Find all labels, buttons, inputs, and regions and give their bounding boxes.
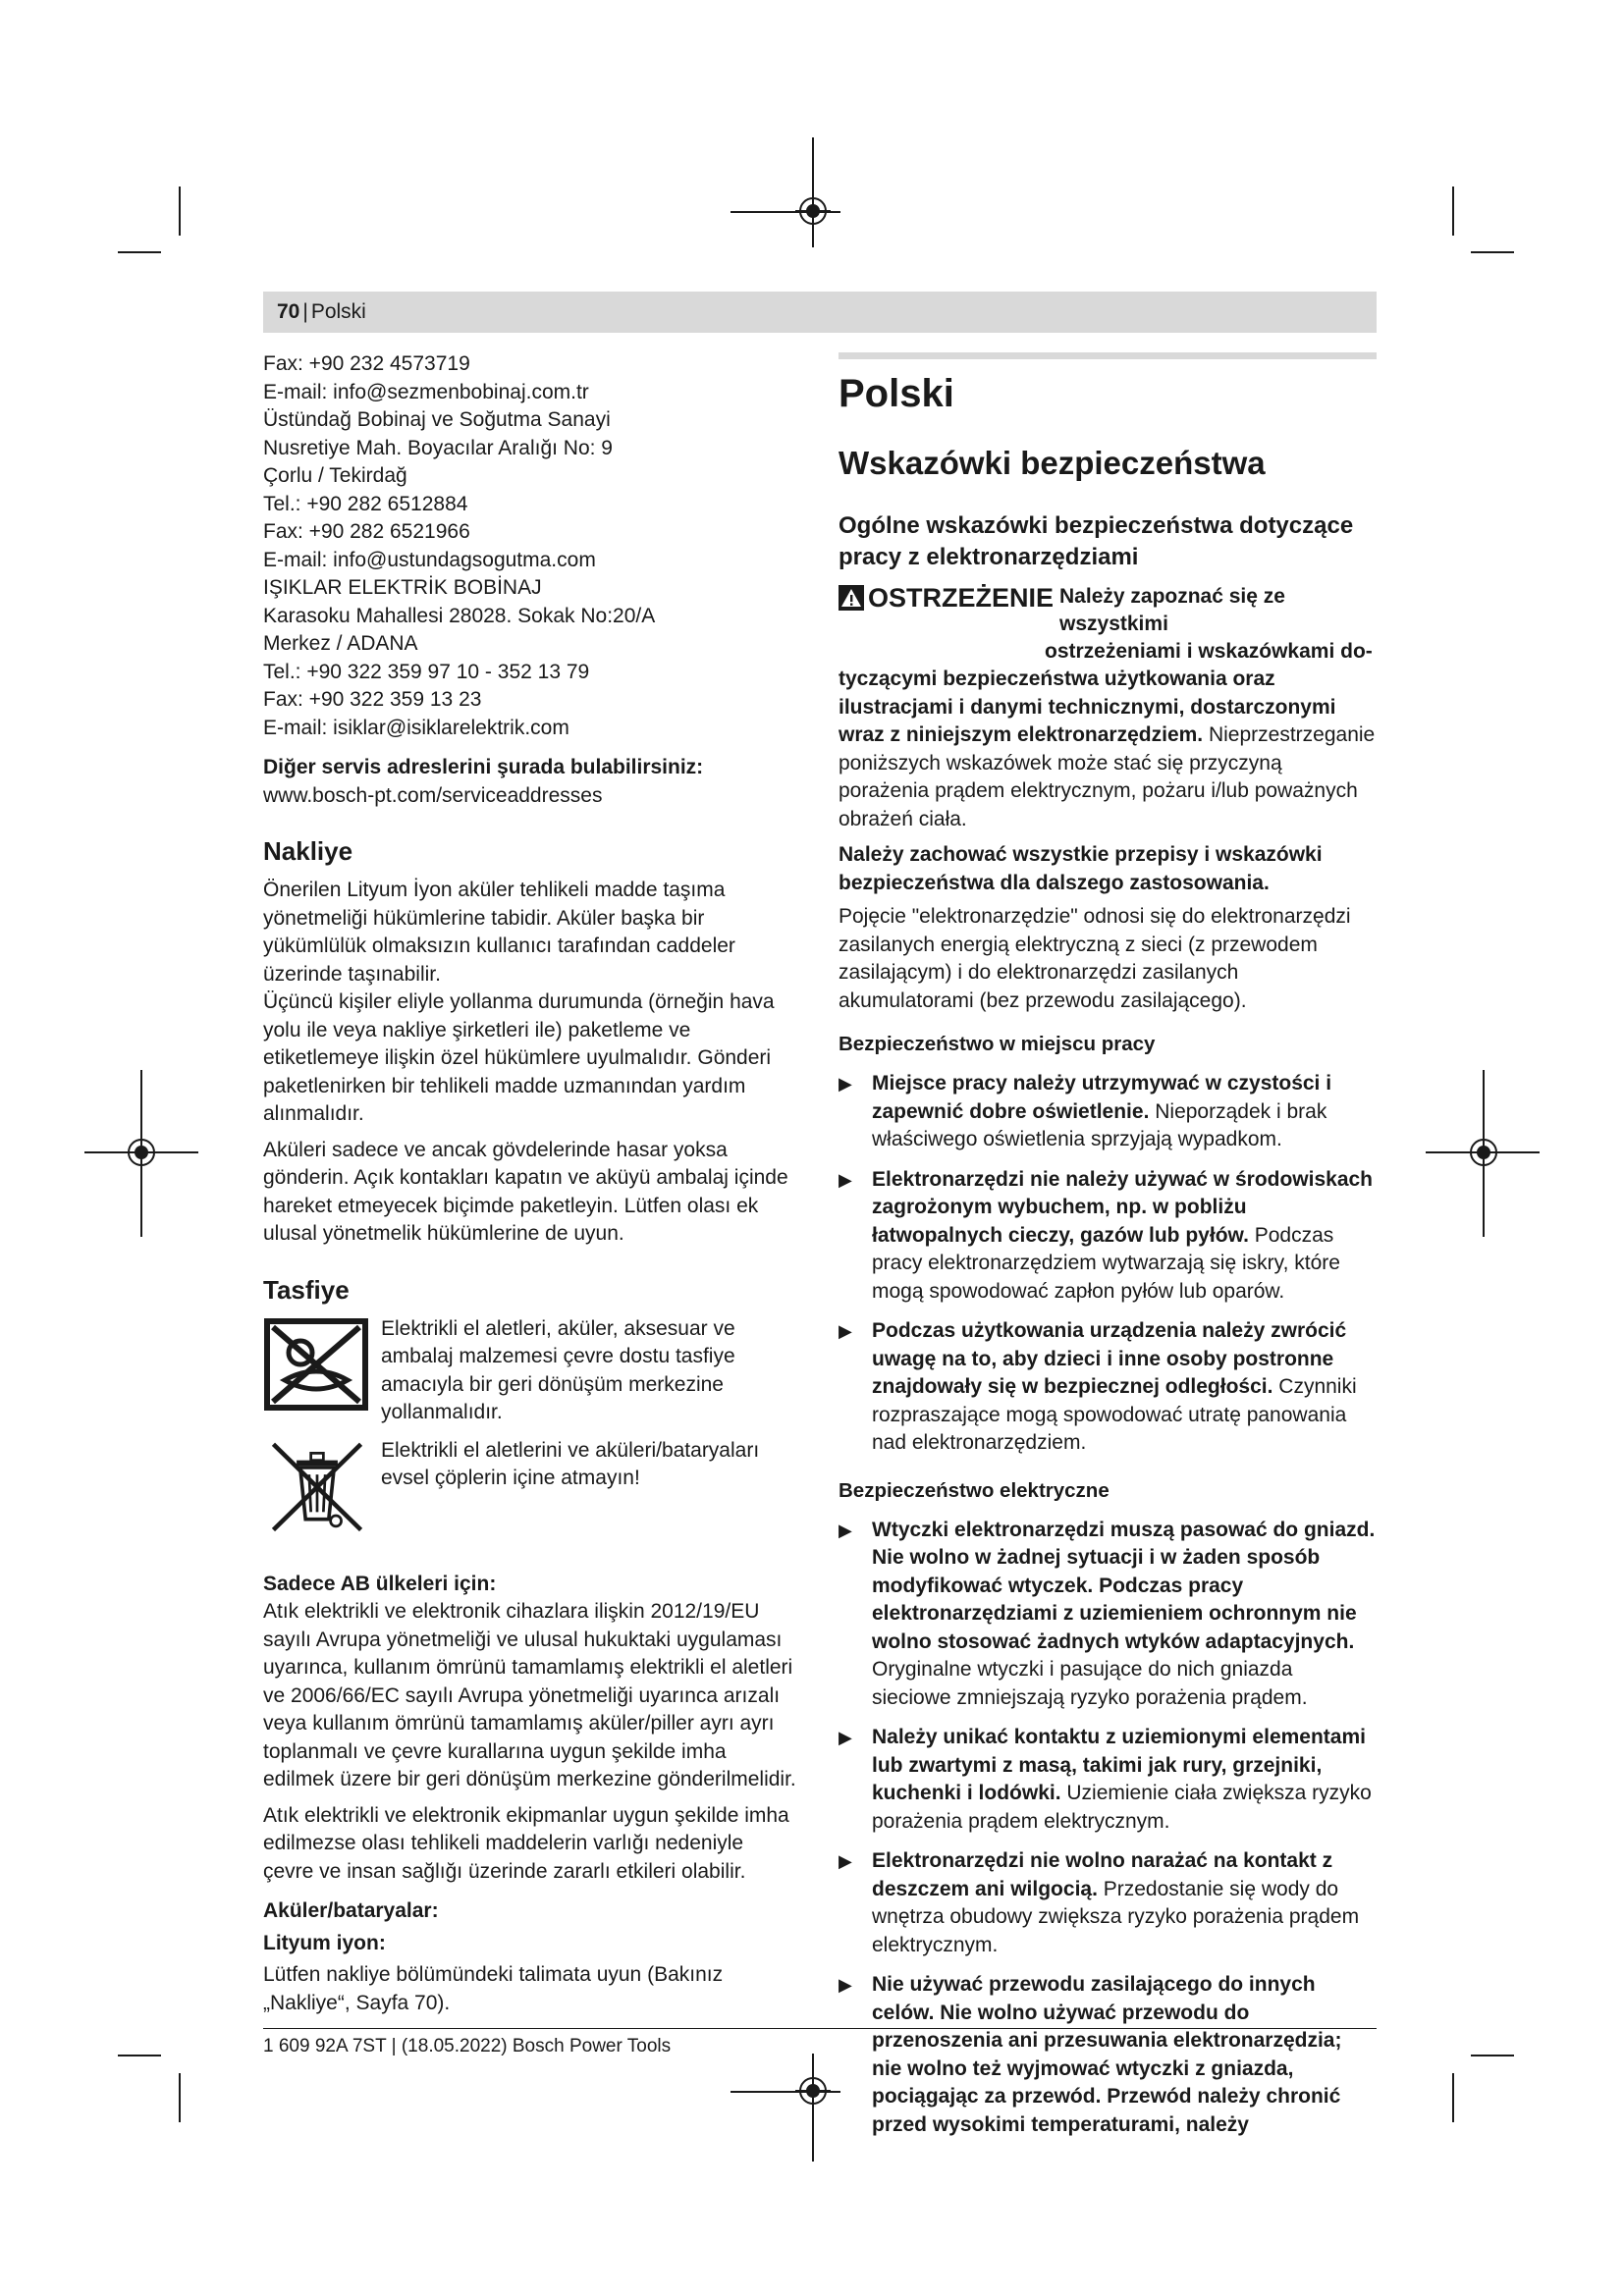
bullet-normal: Uziemienie ciała zwiększa ryzyko porażenia prądem elektrycznym. bbox=[872, 1782, 1372, 1833]
bullet-arrow-icon: ▶ bbox=[839, 1074, 852, 1094]
contact-line: E-mail: info@ustundagsogutma.com bbox=[263, 548, 596, 571]
registration-mark bbox=[799, 2077, 827, 2105]
bullet-normal: Oryginalne wtyczki i pasujące do nich gniazda sieciowe zmniejszają ryzyko porażenia prądem. bbox=[872, 1658, 1308, 1709]
crop-mark bbox=[118, 251, 161, 253]
contact-line: Tel.: +90 322 359 97 10 - 352 13 79 bbox=[263, 660, 590, 683]
eu-heading: Sadece AB ülkeleri için: bbox=[263, 1572, 497, 1595]
tasfiye-paragraph: Elektrikli el aletlerini ve aküleri/bataryaları evsel çöplerin içine atmayın! bbox=[381, 1438, 760, 1489]
warning-bold-line: ostrzeżeniami i wskazówkami do- bbox=[1045, 640, 1373, 663]
bullet-item bbox=[839, 1847, 1377, 1959]
recycling-block bbox=[263, 1315, 798, 1427]
nakliye-title: Nakliye bbox=[263, 836, 353, 866]
bullet-normal: Przedostanie się wody do wnętrza obudowy zwiększa ryzyko porażenia prądem elektrycznym. bbox=[872, 1877, 1360, 1956]
battery-heading: Aküler/bataryalar: bbox=[263, 1899, 439, 1922]
language-title: Polski bbox=[839, 372, 954, 415]
tasfiye-paragraph: Elektrikli el aletleri, aküler, aksesuar ve ambalaj malzemesi çevre dostu tasfiye amacıyla bir geri dönüşüm merkezine yollanmalıdır. bbox=[381, 1316, 735, 1423]
bullet-bold: Podczas użytkowania urządzenia należy zwrócić uwagę na to, aby dzieci i inne osoby postronne znajdowały się w bezpiecznej odległości. bbox=[872, 1319, 1347, 1398]
registration-line bbox=[812, 137, 814, 247]
warning-paragraph bbox=[839, 666, 1377, 833]
weee-block bbox=[263, 1437, 798, 1535]
contact-line: Tel.: +90 282 6512884 bbox=[263, 492, 468, 515]
header-separator: | bbox=[302, 300, 308, 323]
crop-mark bbox=[1452, 187, 1454, 236]
contact-line: Fax: +90 282 6521966 bbox=[263, 520, 470, 543]
contact-line: E-mail: info@sezmenbobinaj.com.tr bbox=[263, 380, 589, 403]
warning-bold-line: Należy zapoznać się ze wszystkimi bbox=[1059, 585, 1285, 635]
contact-line: Fax: +90 322 359 13 23 bbox=[263, 688, 482, 711]
nakliye-paragraph: Aküleri sadece ve ancak gövdelerinde hasar yoksa gönderin. Açık kontakları kapatın ve aküyü ambalaj içinde hareket etmeyecek biçimde paketleyin. Lütfen olası ek ulusal yönetmelik hükümlerine de uyun. bbox=[263, 1138, 788, 1245]
bullet-normal: Podczas pracy elektronarzędziem wytwarzają się iskry, które mogą spowodować zapłon pyłów lub oparów. bbox=[872, 1223, 1340, 1303]
crossed-bin-icon bbox=[263, 1437, 371, 1535]
bullet-item bbox=[839, 1724, 1377, 1836]
right-column bbox=[839, 350, 1377, 2139]
left-column bbox=[263, 350, 798, 2017]
lithium-heading: Lityum iyon: bbox=[263, 1931, 386, 1954]
contact-line: Merkez / ADANA bbox=[263, 632, 418, 655]
warning-label bbox=[839, 583, 1054, 613]
crop-mark bbox=[1452, 2073, 1454, 2122]
general-safety-title: Ogólne wskazówki bezpieczeństwa dotyczące pracy z elektronarzędziami bbox=[839, 512, 1354, 570]
registration-mark bbox=[128, 1139, 155, 1166]
crop-mark bbox=[1471, 2055, 1514, 2056]
eu-paragraph: Atık elektrikli ve elektronik cihazlara ilişkin 2012/19/EU sayılı Avrupa yönetmeliği ve ulusal hukuktaki uygulaması uyarınca, kullanım ömrünü tamamlamış elektrikli el aletleri ve 2006/66/EC sayılı Avrupa yönetmeliği uyarınca arızalı veya kullanım ömrünü tamamlamış aküler/piller ayrı ayrı toplanmalı ve çevre kurallarına uygun şekilde imha edilmek üzere bir geri dönüşüm merkezine gönderilmelidir. bbox=[263, 1600, 796, 1790]
crop-mark bbox=[179, 187, 181, 236]
bullet-bold: Nie używać przewodu zasilającego do innych celów. Nie wolno używać przewodu do przenoszenia ani przesuwania elektronarzędzia; nie wolno też wyjmować wtyczki z gniazda, pociągając za przewód. Przewód należy chronić przed wysokimi temperaturami, należy bbox=[872, 1973, 1342, 2136]
keep-instructions: Należy zachować wszystkie przepisy i wskazówki bezpieczeństwa dla dalszego zastosowania. bbox=[839, 843, 1323, 894]
section-rule bbox=[839, 352, 1377, 359]
bullet-arrow-icon: ▶ bbox=[839, 1321, 852, 1341]
bullet-item bbox=[839, 1166, 1377, 1307]
nakliye-paragraph: Üçüncü kişiler eliyle yollanma durumunda (örneğin hava yolu ile veya nakliye şirketleri ile) paketleme ve etiketlemeye ilişkin özel hükümlere uyulmalıdır. Gönderi paketlenirken bir tehlikeli madde uzmanından yardım alınmalıdır. bbox=[263, 990, 775, 1125]
service-heading: Diğer servis adreslerini şurada bulabilirsiniz: bbox=[263, 756, 704, 778]
bullet-normal: Czynniki rozpraszające mogą spowodować utratę panowania nad elektronarzędziem. bbox=[872, 1375, 1357, 1454]
warning-label-text: OSTRZEŻENIE bbox=[868, 583, 1055, 613]
contact-line: Fax: +90 232 4573719 bbox=[263, 352, 470, 375]
crop-mark bbox=[179, 2073, 181, 2122]
eu-paragraph: Atık elektrikli ve elektronik ekipmanlar uygun şekilde imha edilmezse olası tehlikeli maddelerin varlığı nedeniyle çevre ve insan sağlığı üzerinde zararlı etkileri olabilir. bbox=[263, 1803, 789, 1883]
bullet-item bbox=[839, 1070, 1377, 1154]
contact-line: Üstündağ Bobinaj ve Soğutma Sanayi bbox=[263, 408, 611, 431]
contact-line: IŞIKLAR ELEKTRİK BOBİNAJ bbox=[263, 576, 542, 599]
page-footer: 1 609 92A 7ST | (18.05.2022) Bosch Power Tools bbox=[263, 2036, 672, 2056]
bullet-item bbox=[839, 1317, 1377, 1458]
service-contact-list bbox=[263, 350, 798, 742]
workplace-bullets bbox=[839, 1070, 1377, 1458]
bullet-item bbox=[839, 1971, 1377, 2139]
warning-normal-text: Nieprzestrzeganie poniższych wskazówek może stać się przyczyną porażenia prądem elektrycznym, pożaru i/lub poważnych obrażeń ciała. bbox=[839, 723, 1376, 830]
bullet-arrow-icon: ▶ bbox=[839, 1851, 852, 1871]
crop-mark bbox=[1471, 251, 1514, 253]
warning-triangle-icon bbox=[839, 585, 864, 611]
contact-line: Çorlu / Tekirdağ bbox=[263, 464, 407, 487]
warning-bold-text: tyczącymi bezpieczeństwa użytkowania oraz ilustracjami i danymi technicznymi, dostarczonymi wraz z niniejszym elektronarzędziem. bbox=[839, 667, 1336, 746]
bullet-bold: Elektronarzędzi nie należy używać w środowiskach zagrożonym wybuchem, np. w pobliżu łatwopalnych cieczy, gazów lub pyłów. bbox=[872, 1167, 1374, 1247]
page-header bbox=[263, 292, 1377, 333]
bullet-arrow-icon: ▶ bbox=[839, 1169, 852, 1190]
bullet-bold: Elektronarzędzi nie wolno narażać na kontakt z deszczem ani wilgocią. bbox=[872, 1849, 1333, 1900]
nakliye-paragraph: Önerilen Lityum İyon aküler tehlikeli madde taşıma yönetmeliği hükümlerine tabidir. Aküler başka bir yükümlülük olmaksızın kullanıcı tarafından caddeler üzerinde taşınabilir. bbox=[263, 879, 735, 986]
bullet-arrow-icon: ▶ bbox=[839, 1975, 852, 1995]
registration-mark bbox=[799, 197, 827, 225]
bullet-normal: Nieporządek i brak właściwego oświetlenia sprzyjają wypadkom. bbox=[872, 1099, 1327, 1150]
bullet-arrow-icon: ▶ bbox=[839, 1520, 852, 1540]
safety-title: Wskazówki bezpieczeństwa bbox=[839, 445, 1266, 481]
lithium-text: Lütfen nakliye bölümündeki talimata uyun (Bakınız „Nakliye“, Sayfa 70). bbox=[263, 1963, 724, 2014]
contact-line: E-mail: isiklar@isiklarelektrik.com bbox=[263, 716, 569, 739]
crop-mark bbox=[118, 2055, 161, 2056]
page-number: 70 bbox=[277, 300, 300, 323]
bullet-item bbox=[839, 1517, 1377, 1713]
bullet-bold: Należy unikać kontaktu z uziemionymi elementami lub zwartymi z masą, takimi jak rury, grzejniki, kuchenki i lodówki. bbox=[872, 1726, 1366, 1804]
workplace-title: Bezpieczeństwo w miejscu pracy bbox=[839, 1033, 1156, 1055]
footer-rule bbox=[263, 2028, 1377, 2029]
registration-mark bbox=[1470, 1139, 1497, 1166]
bullet-bold: Miejsce pracy należy utrzymywać w czystości i zapewnić dobre oświetlenie. bbox=[872, 1072, 1332, 1123]
service-url: www.bosch-pt.com/serviceaddresses bbox=[263, 783, 603, 807]
bullet-arrow-icon: ▶ bbox=[839, 1728, 852, 1747]
contact-line: Nusretiye Mah. Boyacılar Aralığı No: 9 bbox=[263, 436, 613, 459]
electric-bullets bbox=[839, 1517, 1377, 2140]
recycling-battery-icon bbox=[263, 1315, 371, 1414]
warning-block bbox=[839, 583, 1377, 833]
header-language: Polski bbox=[310, 300, 366, 323]
electric-title: Bezpieczeństwo elektryczne bbox=[839, 1478, 1110, 1502]
tasfiye-title: Tasfiye bbox=[263, 1274, 350, 1305]
term-definition: Pojęcie "elektronarzędzie" odnosi się do elektronarzędzi zasilanych energią elektryczną z sieci (z przewodem zasilającym) i do elektronarzędzi zasilanych akumulatorami (bez przewodu zasilającego). bbox=[839, 905, 1351, 1012]
contact-line: Karasoku Mahallesi 28028. Sokak No:20/A bbox=[263, 604, 656, 627]
bullet-bold: Wtyczki elektronarzędzi muszą pasować do gniazd. Nie wolno w żadnej sytuacji i w żaden sposób modyfikować wtyczek. Podczas pracy elektronarzędziami z uziemieniem ochronnym nie wolno stosować żadnych wtyków adaptacyjnych. bbox=[872, 1518, 1376, 1653]
